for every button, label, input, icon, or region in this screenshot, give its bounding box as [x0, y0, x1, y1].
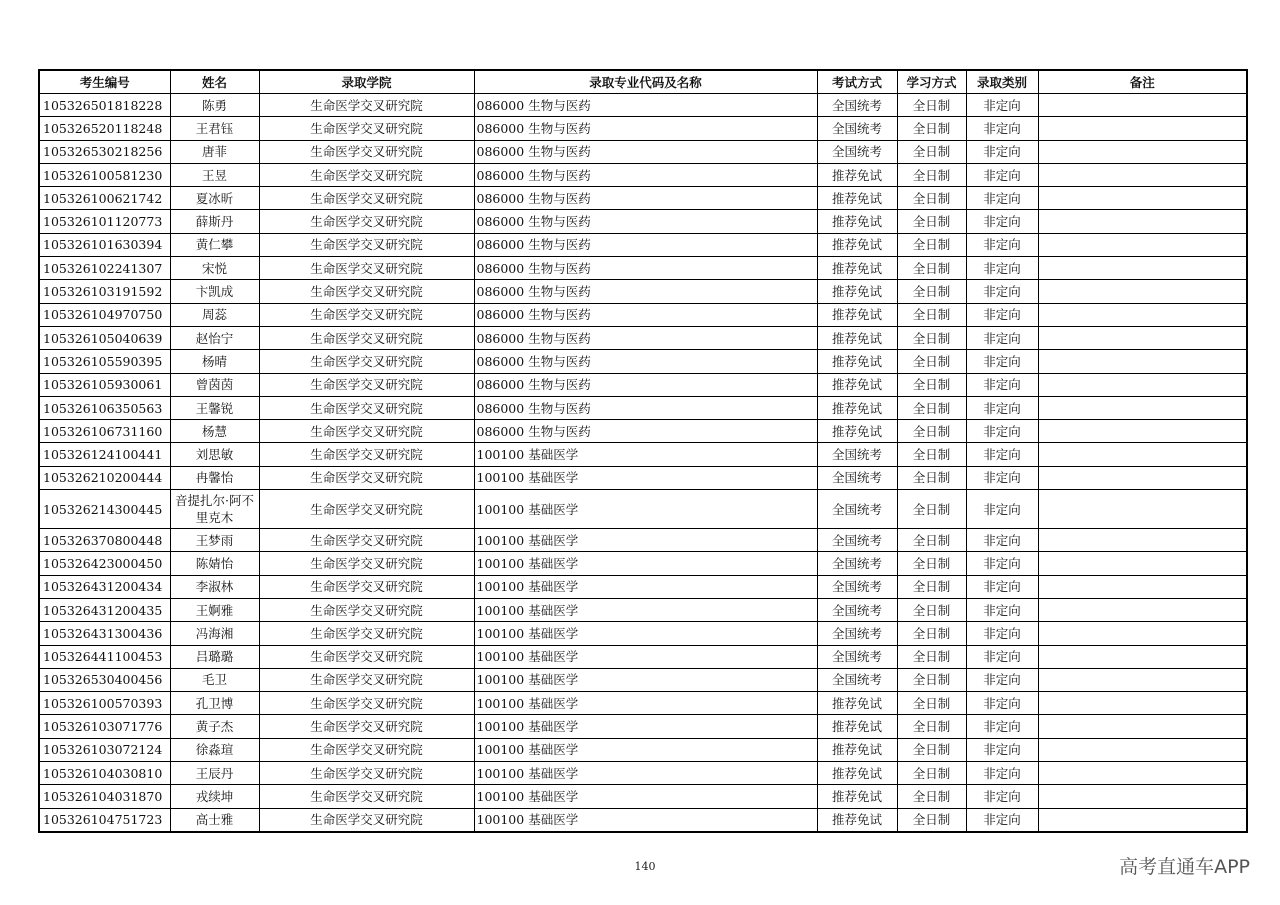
cell-exam-method: 推荐免试	[817, 163, 897, 186]
cell-candidate-id: 105326441100453	[39, 645, 170, 668]
cell-name: 王梦雨	[170, 529, 259, 552]
cell-admission-category: 非定向	[966, 466, 1038, 489]
cell-major: 086000 生物与医药	[474, 303, 817, 326]
cell-admission-category: 非定向	[966, 443, 1038, 466]
cell-admission-category: 非定向	[966, 117, 1038, 140]
cell-college: 生命医学交叉研究院	[259, 350, 474, 373]
cell-admission-category: 非定向	[966, 738, 1038, 761]
cell-remarks	[1038, 738, 1247, 761]
header-name: 姓名	[170, 70, 259, 94]
cell-major: 100100 基础医学	[474, 490, 817, 529]
cell-admission-category: 非定向	[966, 233, 1038, 256]
cell-name: 曾茵茵	[170, 373, 259, 396]
cell-major: 100100 基础医学	[474, 598, 817, 621]
cell-exam-method: 推荐免试	[817, 187, 897, 210]
cell-college: 生命医学交叉研究院	[259, 187, 474, 210]
table-row	[39, 396, 1247, 419]
cell-remarks	[1038, 303, 1247, 326]
cell-college: 生命医学交叉研究院	[259, 466, 474, 489]
cell-major: 100100 基础医学	[474, 785, 817, 808]
cell-major: 100100 基础医学	[474, 575, 817, 598]
cell-college: 生命医学交叉研究院	[259, 163, 474, 186]
cell-name: 高士雅	[170, 808, 259, 832]
header-exam-method: 考试方式	[817, 70, 897, 94]
table-row	[39, 117, 1247, 140]
cell-name: 黄仁攀	[170, 233, 259, 256]
cell-exam-method: 全国统考	[817, 466, 897, 489]
cell-admission-category: 非定向	[966, 529, 1038, 552]
cell-candidate-id: 105326105590395	[39, 350, 170, 373]
cell-major: 086000 生物与医药	[474, 326, 817, 349]
cell-name: 卞凯成	[170, 280, 259, 303]
cell-college: 生命医学交叉研究院	[259, 762, 474, 785]
cell-name: 夏冰昕	[170, 187, 259, 210]
cell-study-mode: 全日制	[897, 373, 966, 396]
cell-candidate-id: 105326105930061	[39, 373, 170, 396]
cell-major: 086000 生物与医药	[474, 140, 817, 163]
cell-major: 086000 生物与医药	[474, 163, 817, 186]
table-row	[39, 350, 1247, 373]
cell-remarks	[1038, 373, 1247, 396]
cell-admission-category: 非定向	[966, 622, 1038, 645]
cell-college: 生命医学交叉研究院	[259, 692, 474, 715]
table-row	[39, 738, 1247, 761]
cell-major: 100100 基础医学	[474, 443, 817, 466]
cell-name: 王辰丹	[170, 762, 259, 785]
header-major: 录取专业代码及名称	[474, 70, 817, 94]
cell-admission-category: 非定向	[966, 490, 1038, 529]
cell-college: 生命医学交叉研究院	[259, 738, 474, 761]
cell-exam-method: 推荐免试	[817, 420, 897, 443]
cell-study-mode: 全日制	[897, 668, 966, 691]
cell-college: 生命医学交叉研究院	[259, 598, 474, 621]
cell-exam-method: 推荐免试	[817, 808, 897, 832]
cell-name: 李淑林	[170, 575, 259, 598]
cell-study-mode: 全日制	[897, 490, 966, 529]
table-header-row	[39, 70, 1247, 94]
cell-remarks	[1038, 443, 1247, 466]
cell-candidate-id: 105326105040639	[39, 326, 170, 349]
cell-admission-category: 非定向	[966, 668, 1038, 691]
cell-admission-category: 非定向	[966, 785, 1038, 808]
table-row	[39, 575, 1247, 598]
cell-remarks	[1038, 187, 1247, 210]
cell-study-mode: 全日制	[897, 808, 966, 832]
cell-exam-method: 推荐免试	[817, 785, 897, 808]
cell-candidate-id: 105326210200444	[39, 466, 170, 489]
cell-study-mode: 全日制	[897, 396, 966, 419]
cell-college: 生命医学交叉研究院	[259, 373, 474, 396]
cell-study-mode: 全日制	[897, 350, 966, 373]
header-admission-category: 录取类别	[966, 70, 1038, 94]
cell-college: 生命医学交叉研究院	[259, 257, 474, 280]
cell-exam-method: 全国统考	[817, 529, 897, 552]
cell-admission-category: 非定向	[966, 326, 1038, 349]
cell-candidate-id: 105326104970750	[39, 303, 170, 326]
table-row	[39, 94, 1247, 117]
cell-candidate-id: 105326431300436	[39, 622, 170, 645]
cell-exam-method: 全国统考	[817, 94, 897, 117]
cell-remarks	[1038, 280, 1247, 303]
cell-major: 100100 基础医学	[474, 738, 817, 761]
table-row	[39, 692, 1247, 715]
cell-admission-category: 非定向	[966, 420, 1038, 443]
cell-remarks	[1038, 715, 1247, 738]
cell-candidate-id: 105326104030810	[39, 762, 170, 785]
cell-study-mode: 全日制	[897, 233, 966, 256]
cell-admission-category: 非定向	[966, 762, 1038, 785]
cell-college: 生命医学交叉研究院	[259, 645, 474, 668]
watermark-text: 高考直通车APP	[1119, 856, 1250, 878]
table-row	[39, 233, 1247, 256]
cell-exam-method: 全国统考	[817, 598, 897, 621]
cell-name: 刘思敏	[170, 443, 259, 466]
cell-admission-category: 非定向	[966, 163, 1038, 186]
cell-candidate-id: 105326101120773	[39, 210, 170, 233]
cell-admission-category: 非定向	[966, 303, 1038, 326]
cell-study-mode: 全日制	[897, 257, 966, 280]
table-row	[39, 326, 1247, 349]
cell-remarks	[1038, 117, 1247, 140]
cell-name: 冉馨怡	[170, 466, 259, 489]
cell-admission-category: 非定向	[966, 280, 1038, 303]
cell-name: 戎续坤	[170, 785, 259, 808]
cell-college: 生命医学交叉研究院	[259, 785, 474, 808]
cell-exam-method: 推荐免试	[817, 738, 897, 761]
cell-study-mode: 全日制	[897, 575, 966, 598]
cell-name: 王昱	[170, 163, 259, 186]
table-row	[39, 140, 1247, 163]
cell-college: 生命医学交叉研究院	[259, 280, 474, 303]
cell-name: 宋悦	[170, 257, 259, 280]
cell-study-mode: 全日制	[897, 762, 966, 785]
cell-college: 生命医学交叉研究院	[259, 117, 474, 140]
cell-study-mode: 全日制	[897, 163, 966, 186]
cell-study-mode: 全日制	[897, 529, 966, 552]
cell-remarks	[1038, 490, 1247, 529]
cell-study-mode: 全日制	[897, 187, 966, 210]
cell-college: 生命医学交叉研究院	[259, 396, 474, 419]
cell-candidate-id: 105326501818228	[39, 94, 170, 117]
cell-remarks	[1038, 668, 1247, 691]
cell-exam-method: 推荐免试	[817, 233, 897, 256]
table-row	[39, 622, 1247, 645]
cell-admission-category: 非定向	[966, 210, 1038, 233]
cell-candidate-id: 105326102241307	[39, 257, 170, 280]
cell-college: 生命医学交叉研究院	[259, 303, 474, 326]
cell-candidate-id: 105326423000450	[39, 552, 170, 575]
cell-major: 086000 生物与医药	[474, 257, 817, 280]
cell-admission-category: 非定向	[966, 140, 1038, 163]
cell-admission-category: 非定向	[966, 692, 1038, 715]
table-row	[39, 762, 1247, 785]
cell-admission-category: 非定向	[966, 808, 1038, 832]
cell-exam-method: 全国统考	[817, 140, 897, 163]
cell-name: 周蕊	[170, 303, 259, 326]
cell-admission-category: 非定向	[966, 396, 1038, 419]
cell-candidate-id: 105326103071776	[39, 715, 170, 738]
cell-study-mode: 全日制	[897, 140, 966, 163]
table-row	[39, 303, 1247, 326]
table-row	[39, 280, 1247, 303]
cell-candidate-id: 105326103191592	[39, 280, 170, 303]
cell-exam-method: 全国统考	[817, 443, 897, 466]
cell-major: 100100 基础医学	[474, 529, 817, 552]
cell-name: 吕璐璐	[170, 645, 259, 668]
cell-major: 086000 生物与医药	[474, 350, 817, 373]
cell-name: 黄子杰	[170, 715, 259, 738]
cell-remarks	[1038, 140, 1247, 163]
cell-candidate-id: 105326106731160	[39, 420, 170, 443]
page-number: 140	[634, 860, 656, 873]
cell-name: 王婀雅	[170, 598, 259, 621]
table-row	[39, 668, 1247, 691]
cell-candidate-id: 105326100570393	[39, 692, 170, 715]
cell-candidate-id: 105326104751723	[39, 808, 170, 832]
cell-remarks	[1038, 762, 1247, 785]
cell-name: 王馨锐	[170, 396, 259, 419]
cell-major: 100100 基础医学	[474, 762, 817, 785]
table-row	[39, 443, 1247, 466]
table-row	[39, 552, 1247, 575]
cell-exam-method: 推荐免试	[817, 373, 897, 396]
cell-admission-category: 非定向	[966, 94, 1038, 117]
cell-name: 孔卫博	[170, 692, 259, 715]
table-row	[39, 420, 1247, 443]
cell-name: 徐淼瑄	[170, 738, 259, 761]
table-row	[39, 598, 1247, 621]
cell-major: 086000 生物与医药	[474, 280, 817, 303]
cell-major: 086000 生物与医药	[474, 187, 817, 210]
cell-remarks	[1038, 692, 1247, 715]
cell-exam-method: 推荐免试	[817, 692, 897, 715]
cell-candidate-id: 105326530218256	[39, 140, 170, 163]
header-college: 录取学院	[259, 70, 474, 94]
cell-major: 086000 生物与医药	[474, 396, 817, 419]
table-row	[39, 187, 1247, 210]
cell-exam-method: 推荐免试	[817, 280, 897, 303]
cell-candidate-id: 105326214300445	[39, 490, 170, 529]
table-row	[39, 785, 1247, 808]
cell-candidate-id: 105326100581230	[39, 163, 170, 186]
cell-name: 陈婧怡	[170, 552, 259, 575]
cell-exam-method: 推荐免试	[817, 715, 897, 738]
cell-remarks	[1038, 622, 1247, 645]
cell-study-mode: 全日制	[897, 715, 966, 738]
cell-college: 生命医学交叉研究院	[259, 552, 474, 575]
cell-major: 100100 基础医学	[474, 692, 817, 715]
cell-name: 唐菲	[170, 140, 259, 163]
cell-major: 086000 生物与医药	[474, 373, 817, 396]
cell-admission-category: 非定向	[966, 257, 1038, 280]
cell-study-mode: 全日制	[897, 420, 966, 443]
admission-list-table	[38, 69, 1248, 833]
cell-exam-method: 推荐免试	[817, 396, 897, 419]
cell-exam-method: 全国统考	[817, 645, 897, 668]
cell-college: 生命医学交叉研究院	[259, 94, 474, 117]
cell-remarks	[1038, 529, 1247, 552]
cell-college: 生命医学交叉研究院	[259, 420, 474, 443]
cell-major: 100100 基础医学	[474, 645, 817, 668]
cell-exam-method: 推荐免试	[817, 257, 897, 280]
cell-college: 生命医学交叉研究院	[259, 210, 474, 233]
cell-admission-category: 非定向	[966, 373, 1038, 396]
cell-name: 杨晴	[170, 350, 259, 373]
cell-candidate-id: 105326101630394	[39, 233, 170, 256]
cell-major: 100100 基础医学	[474, 668, 817, 691]
cell-major: 086000 生物与医药	[474, 210, 817, 233]
table-row	[39, 210, 1247, 233]
cell-college: 生命医学交叉研究院	[259, 668, 474, 691]
cell-study-mode: 全日制	[897, 117, 966, 140]
cell-exam-method: 全国统考	[817, 575, 897, 598]
cell-study-mode: 全日制	[897, 552, 966, 575]
cell-college: 生命医学交叉研究院	[259, 490, 474, 529]
cell-study-mode: 全日制	[897, 785, 966, 808]
cell-name: 薛斯丹	[170, 210, 259, 233]
cell-candidate-id: 105326103072124	[39, 738, 170, 761]
cell-candidate-id: 105326431200435	[39, 598, 170, 621]
cell-remarks	[1038, 808, 1247, 832]
cell-major: 086000 生物与医药	[474, 94, 817, 117]
cell-name: 毛卫	[170, 668, 259, 691]
cell-study-mode: 全日制	[897, 303, 966, 326]
cell-admission-category: 非定向	[966, 575, 1038, 598]
cell-major: 100100 基础医学	[474, 466, 817, 489]
table-row	[39, 490, 1247, 529]
cell-study-mode: 全日制	[897, 645, 966, 668]
cell-admission-category: 非定向	[966, 598, 1038, 621]
cell-college: 生命医学交叉研究院	[259, 443, 474, 466]
cell-major: 086000 生物与医药	[474, 420, 817, 443]
cell-exam-method: 推荐免试	[817, 326, 897, 349]
cell-major: 100100 基础医学	[474, 552, 817, 575]
cell-name: 音提扎尔·阿不里克木	[170, 490, 259, 529]
cell-name: 王君钰	[170, 117, 259, 140]
cell-name: 冯海湘	[170, 622, 259, 645]
cell-candidate-id: 105326124100441	[39, 443, 170, 466]
cell-admission-category: 非定向	[966, 187, 1038, 210]
table-row	[39, 715, 1247, 738]
cell-college: 生命医学交叉研究院	[259, 529, 474, 552]
cell-admission-category: 非定向	[966, 552, 1038, 575]
cell-remarks	[1038, 575, 1247, 598]
cell-exam-method: 全国统考	[817, 490, 897, 529]
cell-remarks	[1038, 420, 1247, 443]
cell-remarks	[1038, 466, 1247, 489]
cell-exam-method: 全国统考	[817, 668, 897, 691]
cell-admission-category: 非定向	[966, 350, 1038, 373]
cell-study-mode: 全日制	[897, 598, 966, 621]
cell-study-mode: 全日制	[897, 622, 966, 645]
cell-candidate-id: 105326530400456	[39, 668, 170, 691]
cell-remarks	[1038, 257, 1247, 280]
cell-study-mode: 全日制	[897, 466, 966, 489]
cell-exam-method: 推荐免试	[817, 210, 897, 233]
cell-candidate-id: 105326370800448	[39, 529, 170, 552]
cell-college: 生命医学交叉研究院	[259, 622, 474, 645]
header-remarks: 备注	[1038, 70, 1247, 94]
cell-study-mode: 全日制	[897, 94, 966, 117]
table-row	[39, 257, 1247, 280]
cell-candidate-id: 105326431200434	[39, 575, 170, 598]
cell-candidate-id: 105326106350563	[39, 396, 170, 419]
table-row	[39, 529, 1247, 552]
cell-study-mode: 全日制	[897, 443, 966, 466]
cell-major: 100100 基础医学	[474, 715, 817, 738]
cell-remarks	[1038, 210, 1247, 233]
cell-remarks	[1038, 233, 1247, 256]
table-row	[39, 373, 1247, 396]
cell-remarks	[1038, 785, 1247, 808]
cell-major: 086000 生物与医药	[474, 233, 817, 256]
cell-exam-method: 推荐免试	[817, 762, 897, 785]
cell-admission-category: 非定向	[966, 645, 1038, 668]
table-row	[39, 645, 1247, 668]
table-body	[39, 94, 1247, 832]
cell-college: 生命医学交叉研究院	[259, 140, 474, 163]
cell-candidate-id: 105326100621742	[39, 187, 170, 210]
cell-exam-method: 全国统考	[817, 117, 897, 140]
cell-remarks	[1038, 94, 1247, 117]
cell-study-mode: 全日制	[897, 692, 966, 715]
cell-remarks	[1038, 396, 1247, 419]
cell-study-mode: 全日制	[897, 280, 966, 303]
cell-remarks	[1038, 598, 1247, 621]
cell-college: 生命医学交叉研究院	[259, 326, 474, 349]
cell-major: 100100 基础医学	[474, 622, 817, 645]
cell-name: 赵怡宁	[170, 326, 259, 349]
header-candidate-id: 考生编号	[39, 70, 170, 94]
cell-college: 生命医学交叉研究院	[259, 575, 474, 598]
header-study-mode: 学习方式	[897, 70, 966, 94]
cell-college: 生命医学交叉研究院	[259, 715, 474, 738]
cell-candidate-id: 105326104031870	[39, 785, 170, 808]
cell-study-mode: 全日制	[897, 326, 966, 349]
cell-major: 086000 生物与医药	[474, 117, 817, 140]
cell-college: 生命医学交叉研究院	[259, 808, 474, 832]
cell-exam-method: 全国统考	[817, 622, 897, 645]
cell-name: 陈勇	[170, 94, 259, 117]
cell-candidate-id: 105326520118248	[39, 117, 170, 140]
cell-exam-method: 推荐免试	[817, 350, 897, 373]
cell-remarks	[1038, 163, 1247, 186]
table-row	[39, 163, 1247, 186]
table-row	[39, 808, 1247, 832]
cell-study-mode: 全日制	[897, 210, 966, 233]
cell-remarks	[1038, 552, 1247, 575]
cell-major: 100100 基础医学	[474, 808, 817, 832]
cell-college: 生命医学交叉研究院	[259, 233, 474, 256]
table-row	[39, 466, 1247, 489]
cell-remarks	[1038, 326, 1247, 349]
cell-remarks	[1038, 350, 1247, 373]
cell-study-mode: 全日制	[897, 738, 966, 761]
cell-name: 杨慧	[170, 420, 259, 443]
cell-exam-method: 推荐免试	[817, 303, 897, 326]
cell-remarks	[1038, 645, 1247, 668]
cell-exam-method: 全国统考	[817, 552, 897, 575]
cell-admission-category: 非定向	[966, 715, 1038, 738]
